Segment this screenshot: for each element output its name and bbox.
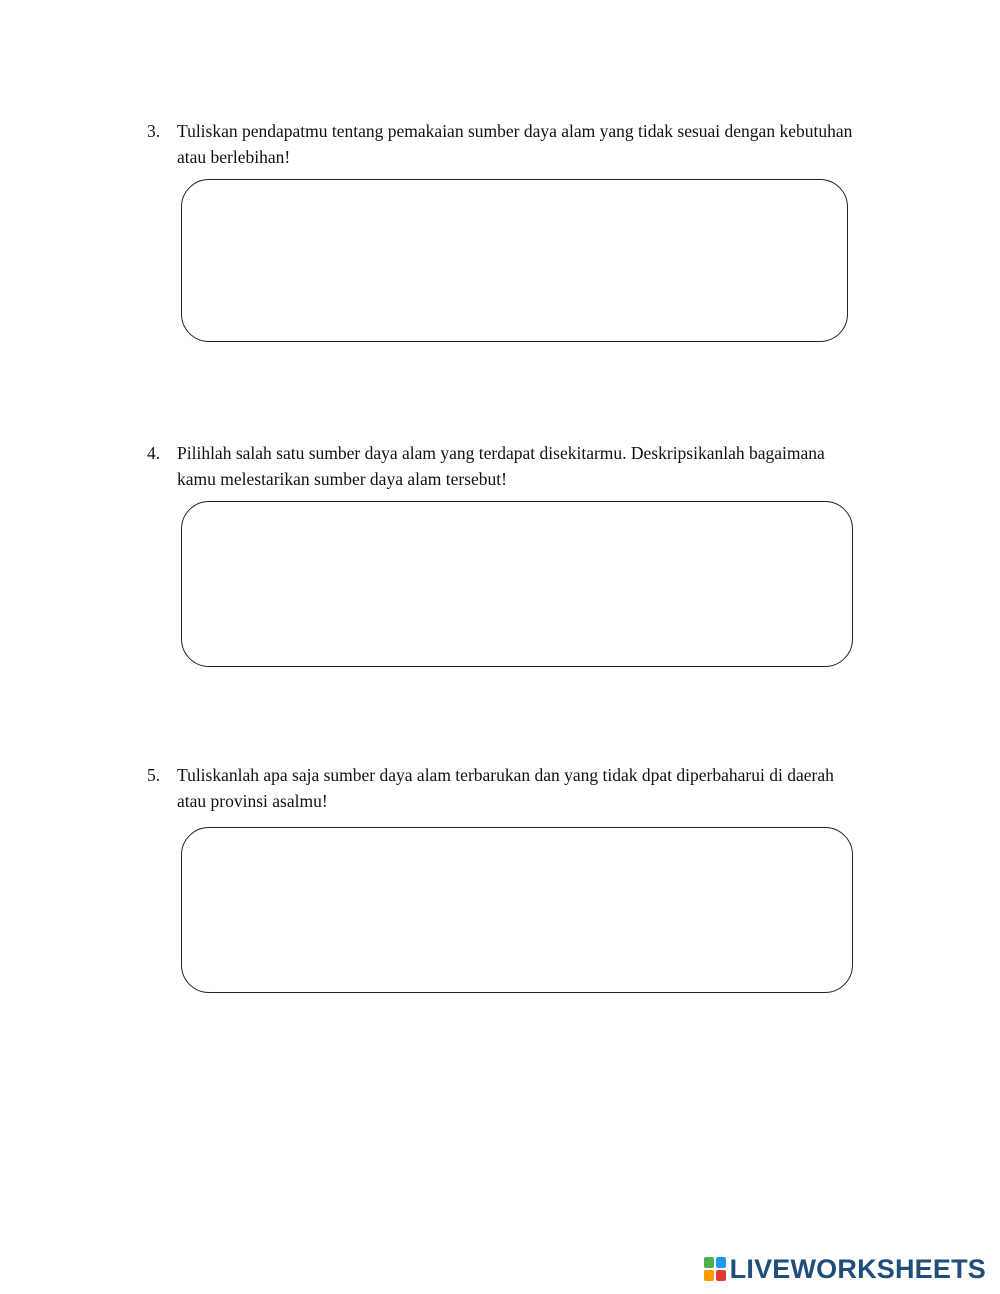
question-3	[147, 118, 867, 170]
question-text: Tuliskanlah apa saja sumber daya alam terbarukan dan yang tidak dpat diperbaharui di daerah atau provinsi asalmu!	[177, 765, 834, 811]
answer-box-5[interactable]	[181, 827, 853, 993]
liveworksheets-logo-icon	[704, 1257, 726, 1281]
answer-box-4[interactable]	[181, 501, 853, 667]
question-5	[147, 762, 867, 814]
brand-name: LIVEWORKSHEETS	[729, 1253, 986, 1284]
question-number: 4.	[147, 443, 161, 463]
question-4	[147, 440, 867, 492]
question-number: 3.	[147, 121, 161, 141]
answer-box-3[interactable]	[181, 179, 848, 342]
question-text: Pilihlah salah satu sumber daya alam yang terdapat disekitarmu. Deskripsikanlah bagaimana kamu melestarikan sumber daya alam tersebut!	[177, 443, 825, 489]
question-number: 5.	[147, 765, 161, 785]
liveworksheets-brand	[704, 1253, 986, 1285]
question-text: Tuliskan pendapatmu tentang pemakaian sumber daya alam yang tidak sesuai dengan kebutuhan atau berlebihan!	[177, 121, 853, 167]
